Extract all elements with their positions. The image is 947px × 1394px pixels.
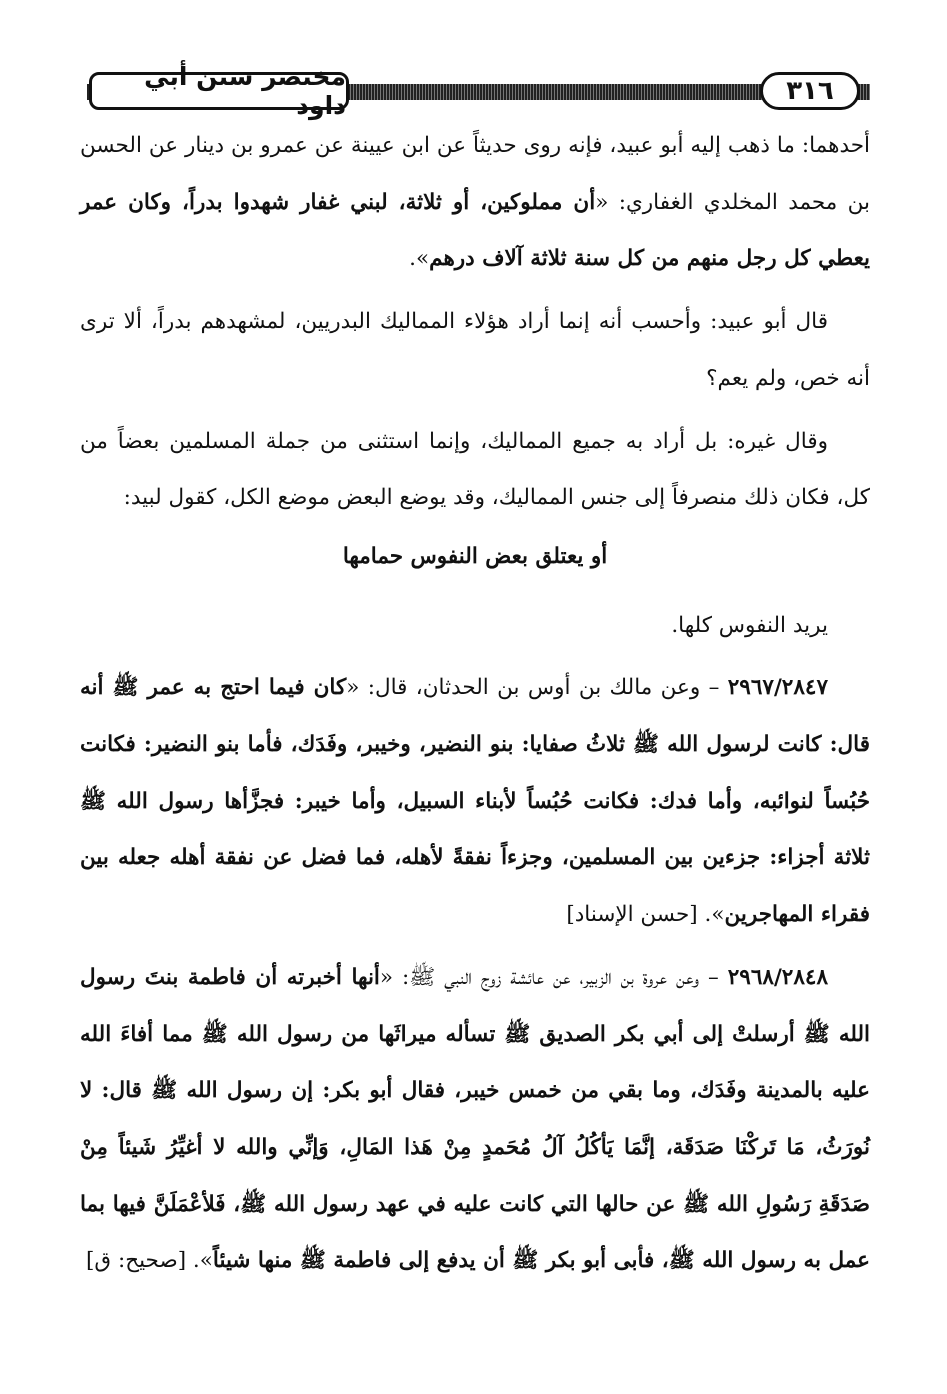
hadith-2967: [80, 660, 870, 944]
isnad-text: – وعن عروة بن الزبير، عن عائشة زوج النبي ﷺ: «: [379, 964, 728, 990]
book-title: مختصر سنن أبي داود: [144, 62, 346, 120]
text-segment: وقال غيره: بل أراد به جميع المماليك، وإنما استثنى من جملة المسلمين بعضاً من كل، فكان ذلك منصرفاً إلى جنس المماليك، وقد يوضع البعض موضع الكل، كقول لبيد:: [80, 428, 870, 511]
book-title-box: [89, 62, 349, 120]
poetry-verse: [80, 527, 870, 598]
page-body: [80, 118, 870, 1290]
text-segment: أحدهما: ما ذهب إليه أبو عبيد، فإنه روى حديثاً عن ابن عيينة عن عمرو بن دينار عن الحسن بن محمد المخلدي الغفاري: «: [80, 133, 871, 215]
paragraph-other-opinion: [80, 414, 870, 527]
hadith-number: ٢٩٦٨/٢٨٤٨: [727, 964, 828, 990]
text-segment: ».: [409, 246, 430, 272]
page-number: ٣١٦: [786, 76, 834, 106]
page-number-box: [760, 72, 860, 110]
verse-text: أو يعتلق بعض النفوس حمامها: [342, 543, 608, 569]
quoted-hadith-text: أن مملوكين، أو ثلاثة، لبني غفار شهدوا بدراً، وكان عمر يعطي كل رجل منهم من كل سنة ثلاثة آلاف درهم: [80, 189, 870, 272]
page-header: [87, 62, 870, 120]
hadith-number: ٢٩٦٧/٢٨٤٧: [727, 675, 828, 701]
grading-text: ». [صحيح: ق]: [86, 1248, 213, 1274]
text-segment: يريد النفوس كلها.: [671, 612, 828, 638]
isnad-text: – وعن مالك بن أوس بن الحدثان، قال: «: [346, 675, 728, 701]
hadith-2968: [80, 950, 870, 1290]
paragraph-explanation: [80, 598, 870, 655]
hadith-matn: كان فيما احتج به عمر ﷺ أنه قال: كانت لرسول الله ﷺ ثلاثُ صفايا: بنو النضير، وخيبر، وفَدَك، فأما بنو النضير: فكانت حُبُساً لنوائبه، وأما فدك: فكانت حُبُساً لأبناء السبيل، وأما خيبر: فجزَّأها رسول الله ﷺ ثلاثة أجزاء: جزءين بين المسلمين، وجزءاً نفقةً لأهله، فما فضل عن نفقة أهله جعله بين فقراء المهاجرين: [80, 675, 870, 928]
text-segment: قال أبو عبيد: وأحسب أنه إنما أراد هؤلاء المماليك البدريين، لمشهدهم بدراً، ألا ترى أنه خص، ولم يعم؟: [80, 309, 870, 391]
grading-text: ». [حسن الإسناد]: [566, 902, 725, 928]
paragraph-abu-ubaid-narration: [80, 118, 870, 288]
hadith-matn: أنها أخبرته أن فاطمة بنتَ رسول الله ﷺ أرسلتْ إلى أبي بكر الصديق ﷺ تسأله ميراثَها من رسول الله ﷺ مما أفاءَ الله عليه بالمدينة وفَدَك، وما بقي من خمس خيبر، فقال أبو بكر: إن رسول الله ﷺ قال: لا نُورَثُ، مَا تَركْنَا صَدَقَة، إنَّمَا يَأكُلُ آلُ مُحَمدٍ مِنْ هَذا المَالِ، وَإنِّي والله لا أغيِّرُ شَيئاً مِنْ صَدَقَةِ رَسُولِ الله ﷺ عن حالها التي كانت عليه في عهد رسول الله ﷺ، فَلأعْمَلَنَّ فيها بما عمل به رسول الله ﷺ، فأبى أبو بكر ﷺ أن يدفع إلى فاطمة ﷺ منها شيئاً: [80, 964, 870, 1274]
paragraph-abu-ubaid-comment: [80, 294, 870, 407]
